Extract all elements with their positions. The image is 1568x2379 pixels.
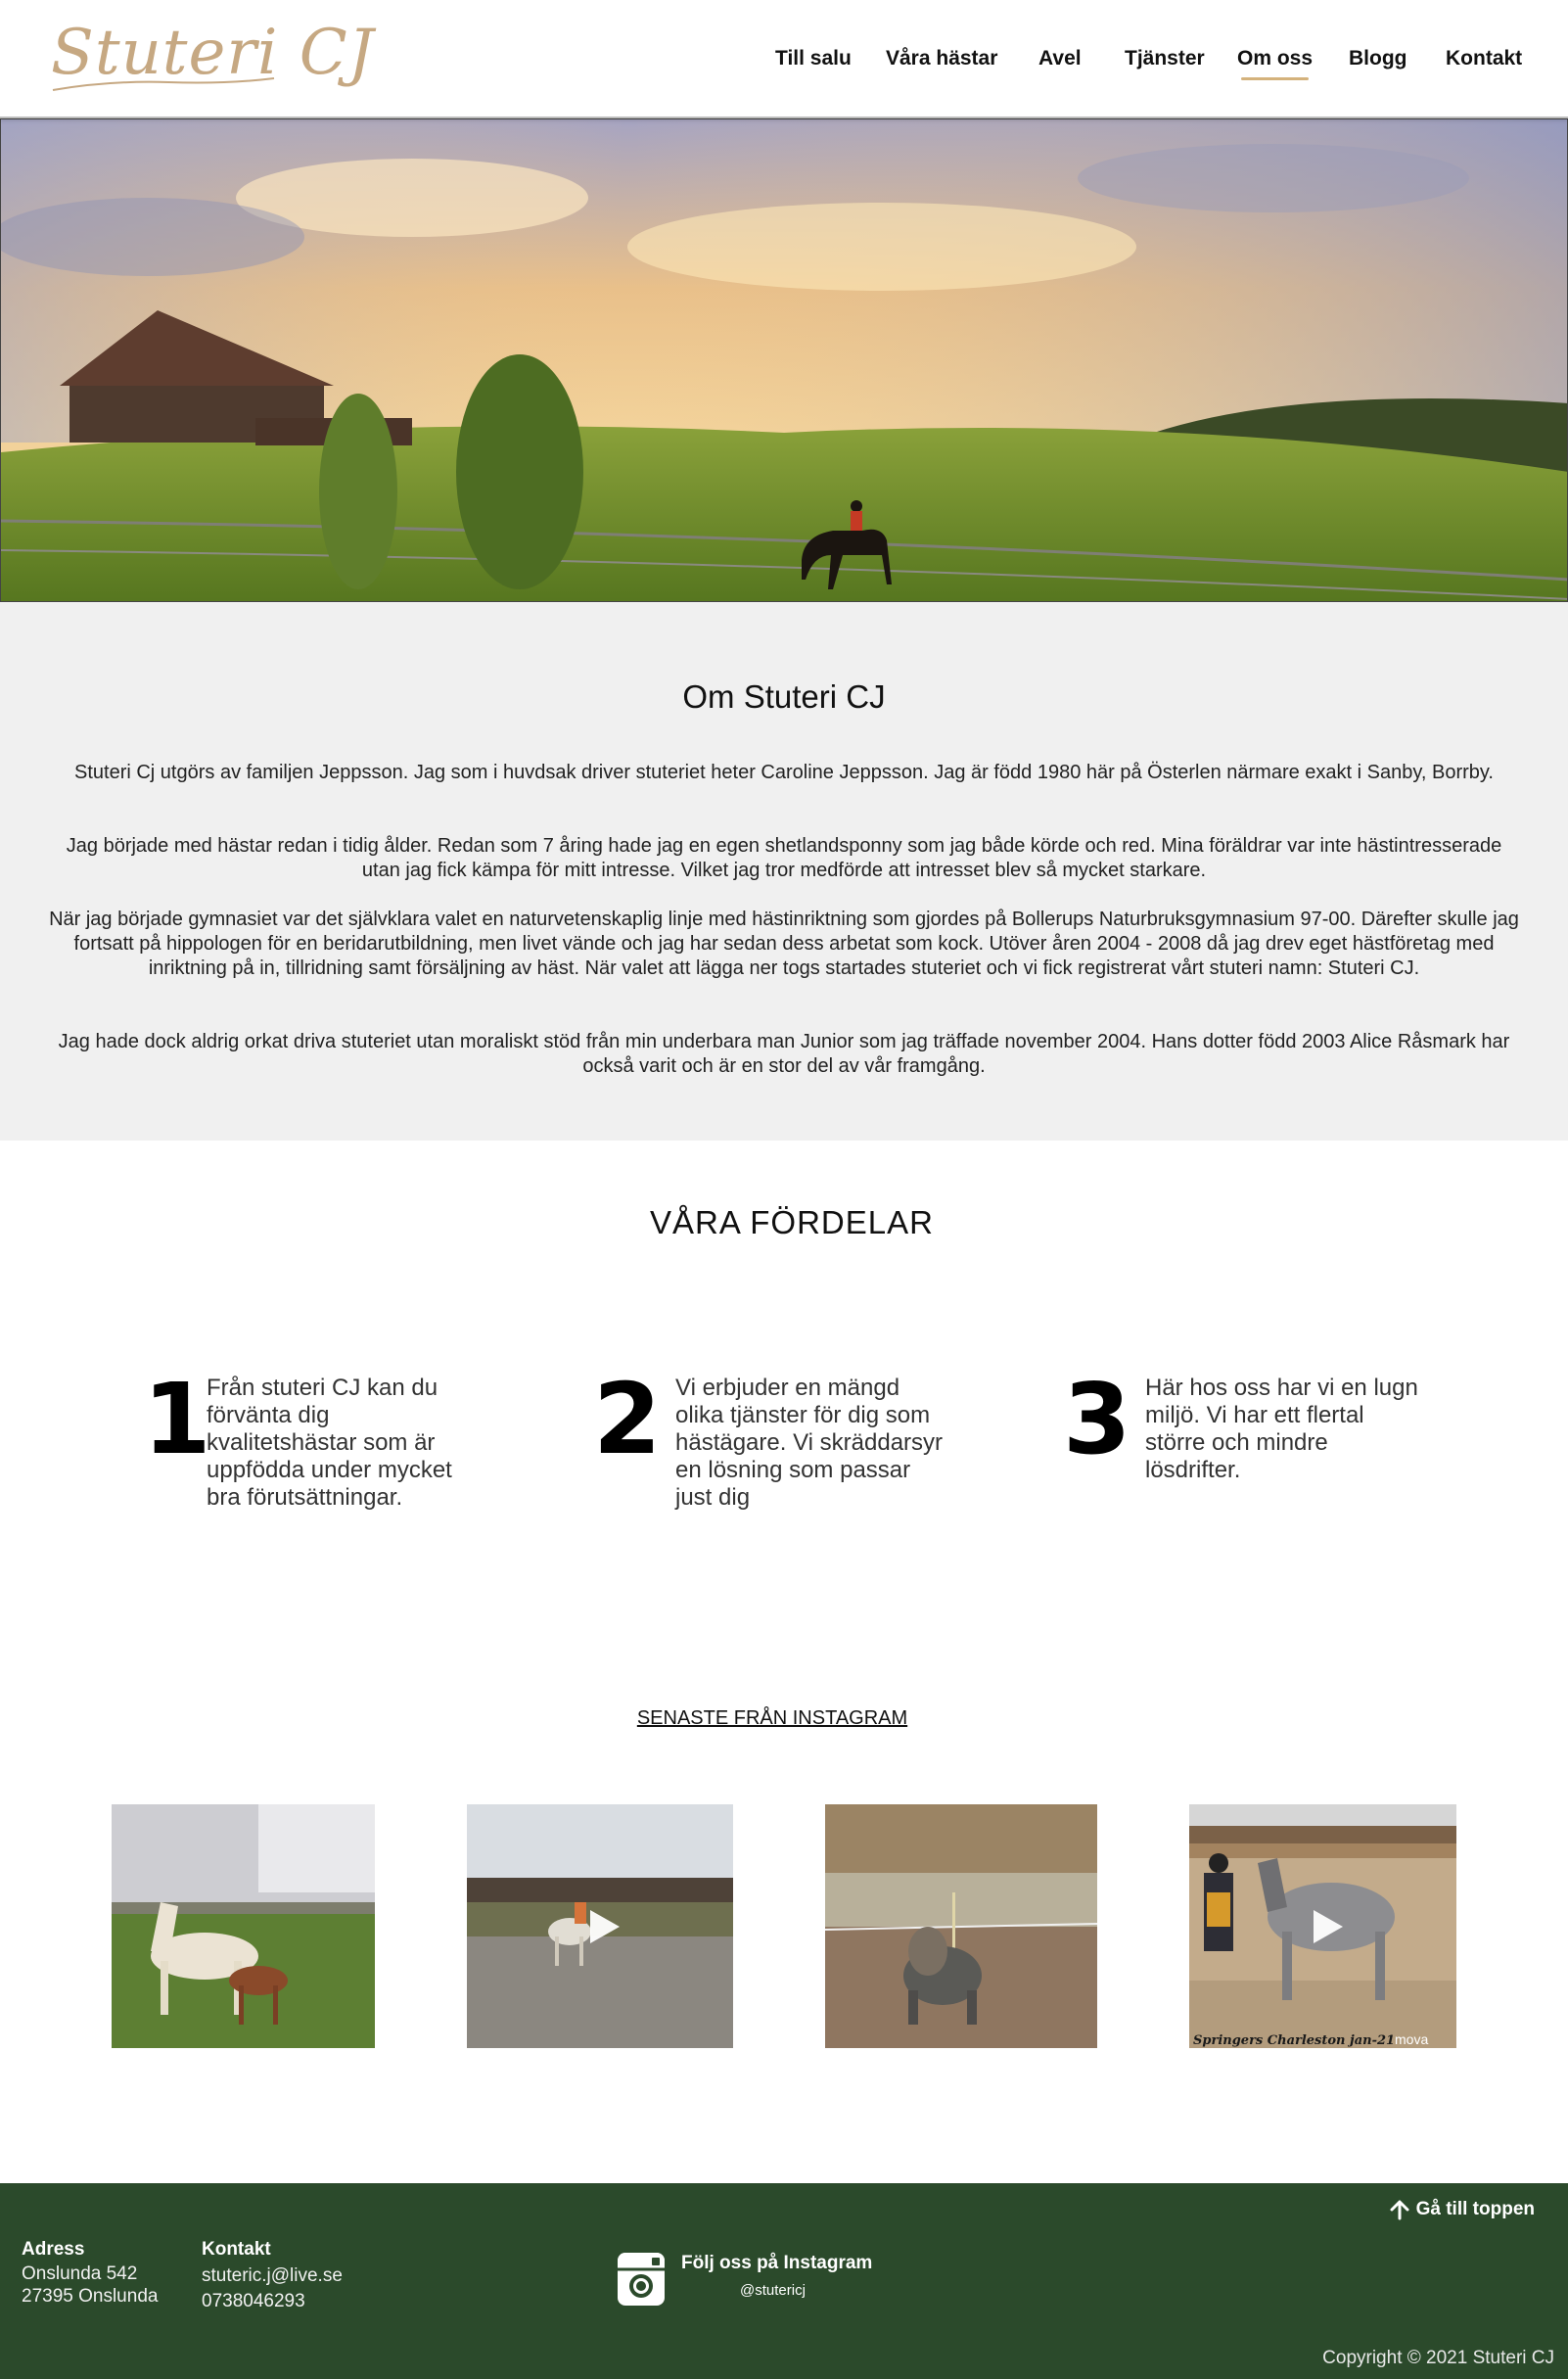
benefit-text-2: Vi erbjuder en mängd olika tjänster för dig som hästägare. Vi skräddarsyr en lösning som passar just dig [675,1375,944,1511]
benefits-title: VÅRA FÖRDELAR [650,1204,934,1240]
instagram-icon[interactable] [617,2252,666,2307]
instagram-post-4[interactable] [1189,1804,1456,2048]
hero-image [0,118,1568,602]
main-nav [0,47,1568,76]
site-footer [0,2183,1568,2379]
back-to-top-button[interactable] [1389,2199,1535,2220]
nav-blogg[interactable]: Blogg [1349,47,1407,70]
play-icon [590,1910,620,1943]
nav-tjanster[interactable]: Tjänster [1125,47,1205,70]
contact-email-link[interactable]: stuteric.j@live.se [202,2265,343,2286]
nav-kontakt[interactable]: Kontakt [1446,47,1523,70]
instagram-post-2[interactable] [467,1804,733,2048]
copyright: Copyright © 2021 Stuteri CJ [1322,2348,1554,2368]
nav-vara-hastar[interactable]: Våra hästar [886,47,998,70]
hero-landscape [1,119,1568,602]
contact-heading: Kontakt [202,2239,271,2260]
about-paragraph-2: Jag började med hästar redan i tidig ålder. Redan som 7 åring hade jag en egen shetlandsponny som jag både körde och red. Mina föräldrar var inte hästintresserade utan jag fick kämpa för mitt intresse. Vilket jag tror medförde att intresset blev så mycket starkare. [66,835,1502,881]
instagram-post-1-image [112,1804,375,2048]
address-line-2: 27395 Onslunda [22,2286,159,2307]
site-logo[interactable]: Stuteri CJ [51,17,375,89]
follow-instagram-link[interactable]: Följ oss på Instagram [681,2253,873,2273]
post-4-watermark: mova [1395,2031,1429,2047]
contact-phone-link[interactable]: 0738046293 [202,2291,305,2311]
site-header [0,0,1568,118]
instagram-heading-link[interactable]: SENASTE FRÅN INSTAGRAM [636,1707,908,1729]
post-4-caption: Springers Charleston jan-21 [1193,2033,1396,2048]
about-section [0,602,1568,1141]
about-paragraph-3: När jag började gymnasiet var det självklara valet en naturvetenskaplig linje med hästinriktning som gjordes på Bollerups Naturbruksgymnasium 97-00. Därefter skulle jag fortsatt på hippologen för en beridarutbildning, men livet vände och jag har sedan dess arbetat som kock. Utöver åren 2004 - 2008 då jag drev eget hästföretag med inriktning på in, tillridning samt försäljning av häst. När valet att lägga ner togs startades stuteriet och vi fick registrerat vårt stuteri namn: Stuteri CJ. [49,909,1519,979]
arrow-up-icon [1389,2199,1410,2220]
back-to-top-label: Gå till toppen [1415,2199,1535,2219]
benefit-text-1: Från stuteri CJ kan du förvänta dig kvalitetshästar som är uppfödda under mycket bra förutsättningar. [207,1375,452,1511]
benefit-number-1: 1 [143,1362,211,1476]
play-icon [1314,1910,1343,1943]
instagram-post-3-image [825,1804,1097,2048]
instagram-post-3[interactable] [825,1804,1097,2048]
nav-avel[interactable]: Avel [1038,47,1082,70]
about-title: Om Stuteri CJ [682,678,886,715]
instagram-post-1[interactable] [112,1804,375,2048]
nav-till-salu[interactable]: Till salu [775,47,852,70]
address-line-1: Onslunda 542 [22,2263,138,2284]
instagram-handle[interactable]: @stutericj [740,2282,806,2299]
address-heading: Adress [22,2239,85,2260]
benefit-text-3: Här hos oss har vi en lugn miljö. Vi har ett flertal större och mindre lösdrifter. [1145,1375,1418,1483]
about-paragraph-1: Stuteri Cj utgörs av familjen Jeppsson. Jag som i huvdsak driver stuteriet heter Caroline Jeppsson. Jag är född 1980 här på Österlen närmare exakt i Sanby, Borrby. [74,762,1494,783]
about-paragraph-4: Jag hade dock aldrig orkat driva stuteriet utan moraliskt stöd från min underbara man Junior som jag träffade november 2004. Hans dotter född 2003 Alice Råsmark har också varit och är en stor del av vår framgång. [58,1031,1510,1077]
benefit-number-3: 3 [1063,1362,1131,1476]
benefit-number-2: 2 [593,1362,662,1476]
nav-om-oss[interactable]: Om oss [1237,47,1314,70]
